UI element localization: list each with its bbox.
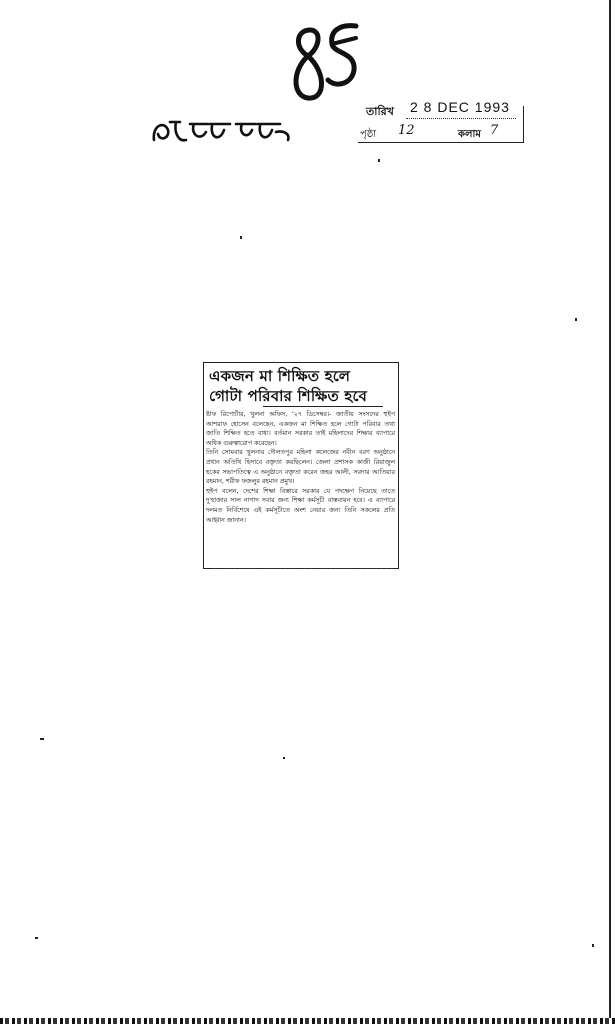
- headline-line-1: একজন মা শিক্ষিত হলে: [209, 367, 351, 385]
- stamp-page-label: পৃষ্ঠা: [360, 129, 377, 140]
- scan-speck: [283, 757, 285, 759]
- scan-speck: [575, 318, 577, 321]
- newspaper-clipping: [203, 362, 399, 569]
- article-headline: [209, 366, 393, 406]
- clipping-cut-edge: [213, 568, 393, 569]
- article-body: [206, 410, 395, 525]
- stamp-page-value: 12: [398, 123, 415, 138]
- stamp-date-rule: [406, 118, 516, 119]
- article-paragraph-2: তিনি সোমবার খুলনার দৌলতপুর মহিলা কলেজের নবীন বরণ অনুষ্ঠানে প্রধান অতিথি হিসাবে বক্তৃতা করছিলেন। জেলা প্রশাসক কাজী রিয়াজুল হকের সভাপতিত্বে এ অনুষ্ঠানে বক্তৃতা করেন জহর আলী, সরদার আতিয়ার রহমান, শরীফ ফজলুর রহমান প্রমুখ।: [206, 449, 395, 486]
- scan-speck: [378, 159, 380, 162]
- clipping-stamp: [358, 96, 524, 148]
- stamp-frame-right: [523, 106, 524, 142]
- scan-speck: [592, 944, 594, 947]
- article-paragraph-1: ষ্টাফ রিপোর্টার, খুলনা অফিস, '২৭ ডিসেম্বর।- জাতীয় সংসদের হুইপ আশরাফ হোসেন বলেছেন, একজন মা শিক্ষিত হলে গোটা পরিবার তথা জাতি শিক্ষিত হতে বাধ্য। বর্তমান সরকার তাই মহিলাদের শিক্ষার ব্যাপারে অধিক গুরুত্বারোপ করেছেন।: [206, 411, 395, 447]
- stamp-frame-bottom: [358, 142, 524, 143]
- handwritten-page-number: [286, 18, 366, 113]
- scan-speck: [35, 937, 38, 939]
- stamp-column-label: কলাম: [458, 129, 481, 140]
- article-paragraph-3: হুইপ বলেন, দেশের শিক্ষা বিস্তারে সরকার যে পদক্ষেপ নিয়েছে তাতে দু'হাজার সাল নাগাদ সবার জন্য শিক্ষা কর্মসূচী বাস্তবায়ন হবে। এ ব্যাপারে দলমত নির্বিশেষে এই কর্মসূচীতে অংশ নেয়ার জন্য তিনি সকলের প্রতি আহ্বান জানান।: [206, 487, 395, 524]
- headline-rule: [263, 406, 383, 407]
- handwritten-newspaper-name: [150, 112, 295, 154]
- scan-bottom-edge: [0, 1018, 615, 1024]
- scan-speck: [40, 738, 44, 740]
- page-right-edge: [609, 0, 611, 1024]
- stamp-column-value: 7: [490, 123, 499, 138]
- stamp-date-value: 2 8 DEC 1993: [410, 99, 510, 115]
- stamp-date-label: তারিখ: [366, 105, 394, 118]
- scan-speck: [240, 236, 242, 239]
- headline-line-2: গোটা পরিবার শিক্ষিত হবে: [209, 387, 368, 405]
